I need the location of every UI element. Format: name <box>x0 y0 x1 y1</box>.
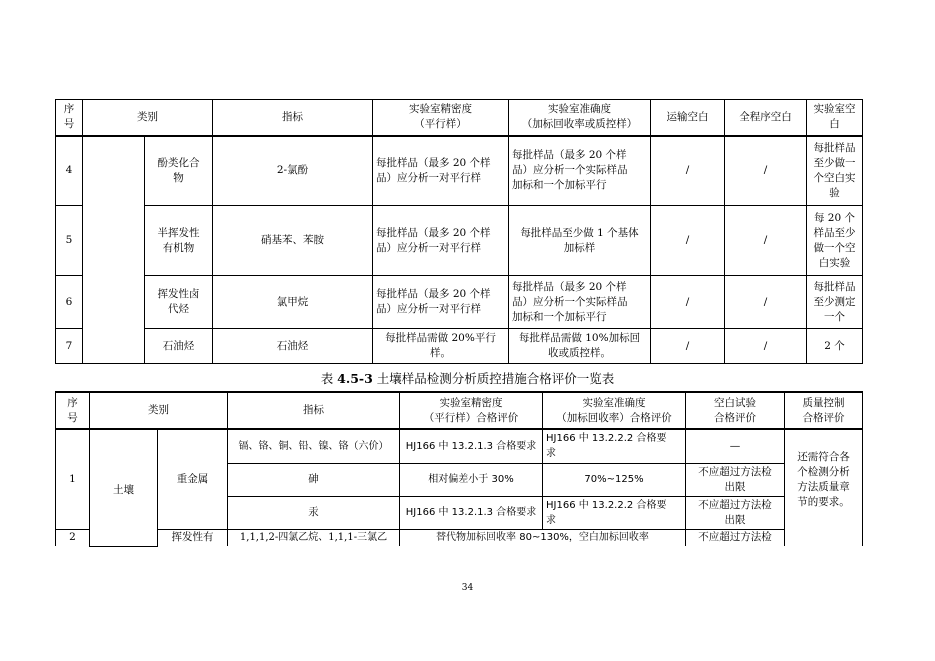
row-indicator: 硝基苯、苯胺 <box>213 206 373 276</box>
row-indicator: 1,1,1,2-四氯乙烷、1,1,1-三氯乙 <box>228 529 400 546</box>
row-indicator: 汞 <box>228 496 400 529</box>
row-subcategory: 重金属 <box>158 429 228 529</box>
row-seq: 1 <box>56 429 90 529</box>
row-precision: HJ166 中 13.2.1.3 合格要求 <box>400 496 543 529</box>
row-lab-blank: 每批样品 至少做一 个空白实 验 <box>807 136 863 206</box>
row-seq: 6 <box>56 276 83 329</box>
row-subcategory: 挥发性有 <box>158 529 228 546</box>
row-accuracy: 每批样品（最多 20 个样 品）应分析一个实际样品 加标和一个加标平行 <box>509 136 651 206</box>
row-transport-blank: / <box>651 136 725 206</box>
row-full-blank: / <box>725 329 807 364</box>
table-row <box>56 276 863 329</box>
row-full-blank: / <box>725 136 807 206</box>
row-precision: 每批样品（最多 20 个样 品）应分析一对平行样 <box>373 206 509 276</box>
row-blank: 不应超过方法检 出限 <box>686 463 785 496</box>
caption-prefix: 表 <box>320 371 338 386</box>
soil-qc-evaluation-table <box>55 391 863 547</box>
table-row <box>56 329 863 364</box>
row-accuracy: 每批样品需做 10%加标回 收或质控样。 <box>509 329 651 364</box>
header-seq: 序 号 <box>56 392 90 429</box>
header-accuracy: 实验室准确度 （加标回收率或质控样） <box>509 100 651 136</box>
table2-header-row <box>56 392 863 429</box>
row-lab-blank: 2 个 <box>807 329 863 364</box>
row-precision: 相对偏差小于 30% <box>400 463 543 496</box>
row-qc: 还需符合各 个检测分析 方法质量章 节的要求。 <box>785 429 863 529</box>
row-qc <box>785 529 863 546</box>
category-label: 土壤 <box>113 484 134 497</box>
table-row <box>56 429 863 463</box>
row-precision: HJ166 中 13.2.1.3 合格要求 <box>400 429 543 463</box>
row-seq: 7 <box>56 329 83 364</box>
row-subcategory: 石油烃 <box>145 329 213 364</box>
header-category: 类别 <box>83 100 213 136</box>
table-row <box>56 206 863 276</box>
row-seq: 4 <box>56 136 83 206</box>
header-precision: 实验室精密度 （平行样） <box>373 100 509 136</box>
row-transport-blank: / <box>651 329 725 364</box>
table1-header-row <box>56 100 863 136</box>
row-lab-blank: 每批样品 至少测定 一个 <box>807 276 863 329</box>
caption-text: 土壤样品检测分析质控措施合格评价一览表 <box>372 371 615 386</box>
page-number: 34 <box>461 583 474 593</box>
row-category <box>90 429 158 546</box>
table-caption <box>0 369 935 387</box>
header-indicator: 指标 <box>213 100 373 136</box>
row-subcategory: 半挥发性 有机物 <box>145 206 213 276</box>
header-accuracy: 实验室准确度 （加标回收率）合格评价 <box>543 392 686 429</box>
row-accuracy: HJ166 中 13.2.2.2 合格要 求 <box>543 496 686 529</box>
row-transport-blank: / <box>651 276 725 329</box>
row-indicator: 2-氯酚 <box>213 136 373 206</box>
row-accuracy: 每批样品至少做 1 个基体 加标样 <box>509 206 651 276</box>
row-seq: 5 <box>56 206 83 276</box>
row-transport-blank: / <box>651 206 725 276</box>
header-precision: 实验室精密度 （平行样）合格评价 <box>400 392 543 429</box>
row-full-blank: / <box>725 206 807 276</box>
category-merged-cell <box>83 136 145 364</box>
row-precision: 每批样品需做 20%平行 样。 <box>373 329 509 364</box>
row-precision: 每批样品（最多 20 个样 品）应分析一对平行样 <box>373 276 509 329</box>
table-row <box>56 136 863 206</box>
row-lab-blank: 每 20 个 样品至少 做一个空 白实验 <box>807 206 863 276</box>
row-accuracy: HJ166 中 13.2.2.2 合格要 求 <box>543 429 686 463</box>
row-subcategory: 挥发性卤 代烃 <box>145 276 213 329</box>
row-blank: 不应超过方法检 <box>686 529 785 546</box>
header-lab-blank: 实验室空 白 <box>807 100 863 136</box>
row-indicator: 石油烃 <box>213 329 373 364</box>
row-precision: 每批样品（最多 20 个样 品）应分析一对平行样 <box>373 136 509 206</box>
row-seq: 2 <box>56 529 90 546</box>
row-indicator: 砷 <box>228 463 400 496</box>
header-category: 类别 <box>90 392 228 429</box>
row-subcategory: 酚类化合 物 <box>145 136 213 206</box>
row-blank: — <box>686 429 785 463</box>
header-seq: 序 号 <box>56 100 83 136</box>
row-blank: 不应超过方法检 出限 <box>686 496 785 529</box>
header-transport-blank: 运输空白 <box>651 100 725 136</box>
header-blank: 空白试验 合格评价 <box>686 392 785 429</box>
caption-number: 4.5-3 <box>337 371 373 386</box>
row-accuracy: 每批样品（最多 20 个样 品）应分析一个实际样品 加标和一个加标平行 <box>509 276 651 329</box>
quality-control-table-top <box>55 99 863 364</box>
row-accuracy: 70%~125% <box>543 463 686 496</box>
row-merged-criteria: 替代物加标回收率 80~130%，空白加标回收率 <box>400 529 686 546</box>
header-indicator: 指标 <box>228 392 400 429</box>
row-full-blank: / <box>725 276 807 329</box>
row-indicator: 氯甲烷 <box>213 276 373 329</box>
table-row <box>56 529 863 546</box>
header-full-blank: 全程序空白 <box>725 100 807 136</box>
header-qc: 质量控制 合格评价 <box>785 392 863 429</box>
row-indicator: 镉、铬、铜、铅、镍、铬（六价） <box>228 429 400 463</box>
